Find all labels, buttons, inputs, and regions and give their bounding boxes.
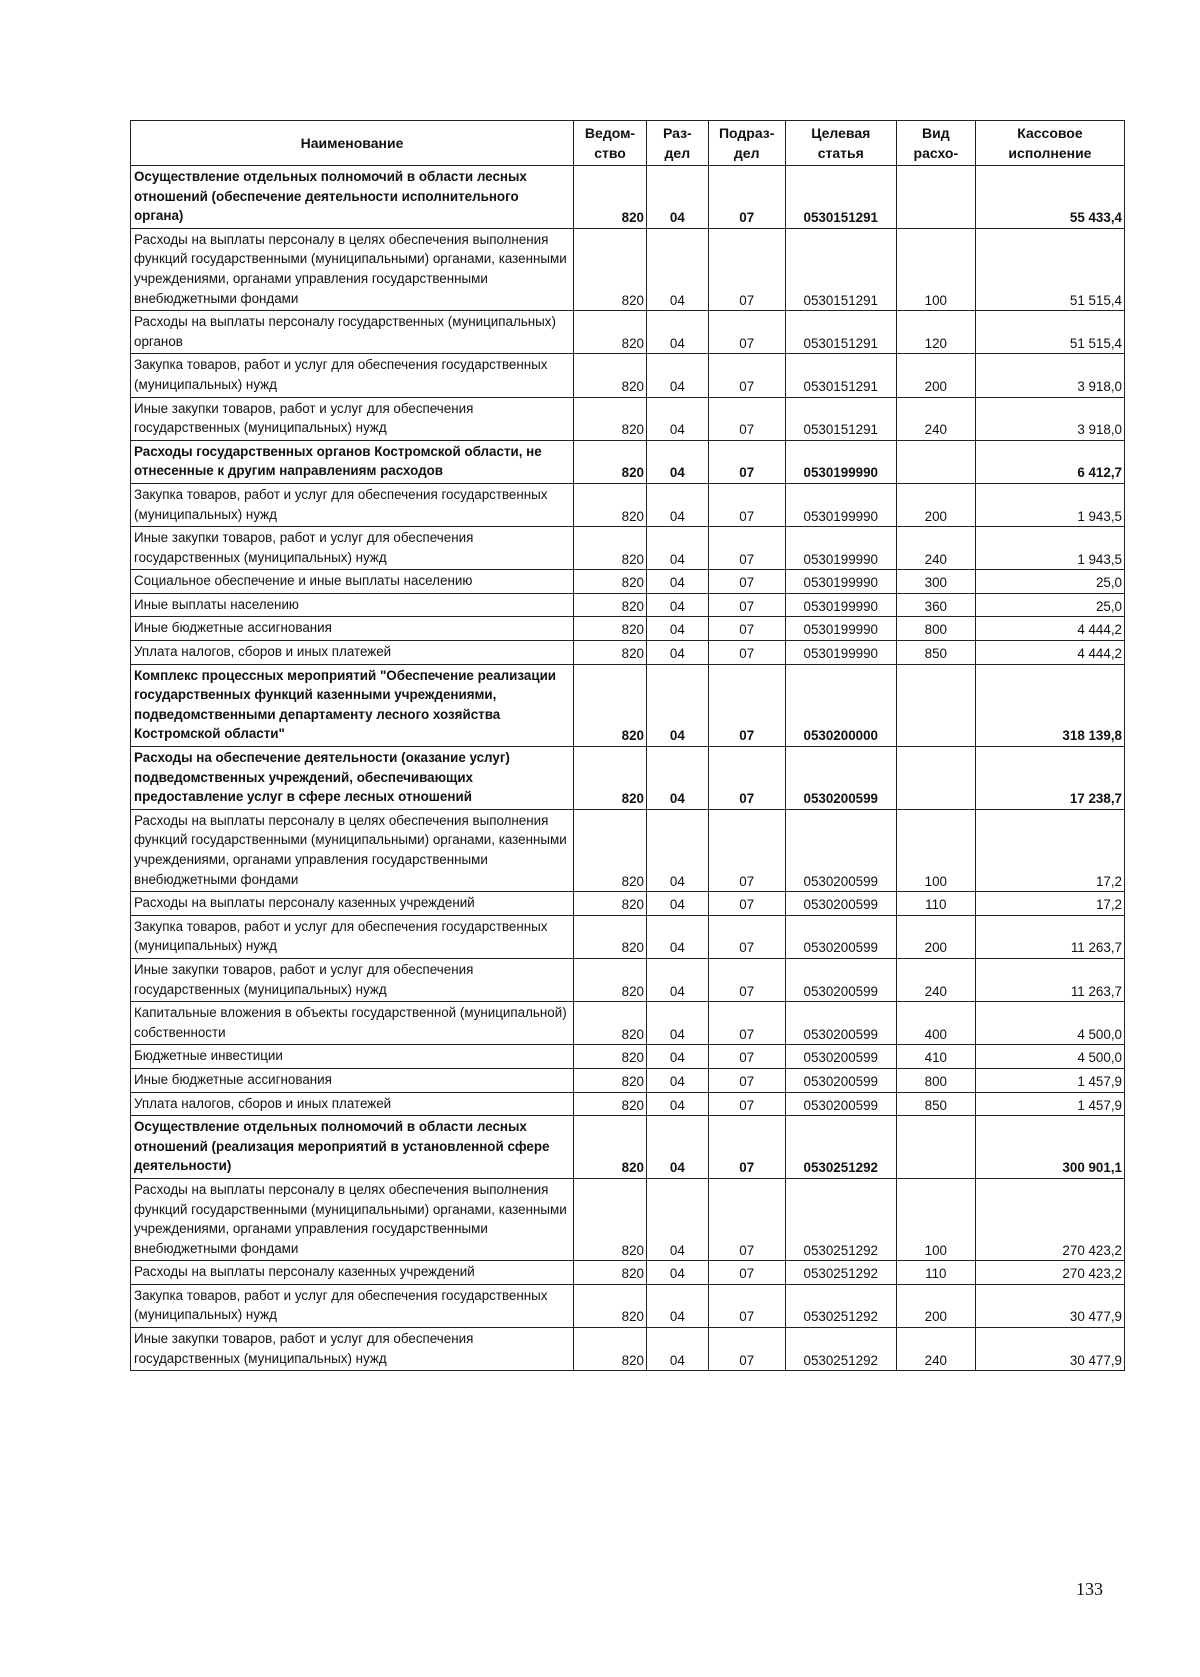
cell-name: Иные закупки товаров, работ и услуг для обеспечения государственных (муниципальных) нужд xyxy=(131,958,574,1001)
cell-podrazdel: 07 xyxy=(708,1068,785,1092)
cell-vedomstvo: 820 xyxy=(574,809,647,891)
cell-razdel: 04 xyxy=(647,1092,709,1116)
cell-podrazdel: 07 xyxy=(708,892,785,916)
cell-kassovoe-ispolnenie: 4 444,2 xyxy=(975,641,1124,665)
cell-podrazdel: 07 xyxy=(708,1328,785,1371)
cell-razdel: 04 xyxy=(647,617,709,641)
cell-kassovoe-ispolnenie: 1 457,9 xyxy=(975,1092,1124,1116)
cell-vid-rashodov: 800 xyxy=(896,1068,975,1092)
table-row xyxy=(131,1002,1125,1045)
cell-kassovoe-ispolnenie: 11 263,7 xyxy=(975,958,1124,1001)
cell-vedomstvo: 820 xyxy=(574,1261,647,1285)
cell-razdel: 04 xyxy=(647,1261,709,1285)
cell-vedomstvo: 820 xyxy=(574,593,647,617)
cell-name: Иные закупки товаров, работ и услуг для обеспечения государственных (муниципальных) нужд xyxy=(131,397,574,440)
cell-podrazdel: 07 xyxy=(708,747,785,810)
table-row xyxy=(131,570,1125,594)
cell-kassovoe-ispolnenie: 51 515,4 xyxy=(975,311,1124,354)
cell-name: Социальное обеспечение и иные выплаты населению xyxy=(131,570,574,594)
cell-name: Иные выплаты населению xyxy=(131,593,574,617)
cell-tselevaya-statya: 0530200599 xyxy=(785,809,896,891)
cell-razdel: 04 xyxy=(647,915,709,958)
table-row xyxy=(131,809,1125,891)
table-row xyxy=(131,354,1125,397)
header-razdel: Раз- дел xyxy=(647,121,709,166)
cell-kassovoe-ispolnenie: 318 139,8 xyxy=(975,664,1124,746)
cell-razdel: 04 xyxy=(647,1002,709,1045)
cell-vedomstvo: 820 xyxy=(574,617,647,641)
cell-vedomstvo: 820 xyxy=(574,311,647,354)
cell-name: Расходы государственных органов Костромской области, не отнесенные к другим направлениям расходов xyxy=(131,440,574,483)
cell-kassovoe-ispolnenie: 1 943,5 xyxy=(975,527,1124,570)
cell-vedomstvo: 820 xyxy=(574,1068,647,1092)
cell-kassovoe-ispolnenie: 25,0 xyxy=(975,570,1124,594)
cell-razdel: 04 xyxy=(647,527,709,570)
cell-vid-rashodov: 110 xyxy=(896,892,975,916)
cell-razdel: 04 xyxy=(647,809,709,891)
table-row xyxy=(131,1261,1125,1285)
cell-vid-rashodov: 240 xyxy=(896,958,975,1001)
table-row xyxy=(131,440,1125,483)
table-row xyxy=(131,1045,1125,1069)
table-row xyxy=(131,1328,1125,1371)
cell-kassovoe-ispolnenie: 3 918,0 xyxy=(975,354,1124,397)
cell-name: Капитальные вложения в объекты государственной (муниципальной) собственности xyxy=(131,1002,574,1045)
cell-razdel: 04 xyxy=(647,1178,709,1260)
cell-razdel: 04 xyxy=(647,483,709,526)
cell-vedomstvo: 820 xyxy=(574,166,647,229)
cell-name: Иные бюджетные ассигнования xyxy=(131,617,574,641)
cell-tselevaya-statya: 0530200599 xyxy=(785,915,896,958)
table-row xyxy=(131,958,1125,1001)
cell-vid-rashodov: 410 xyxy=(896,1045,975,1069)
cell-tselevaya-statya: 0530151291 xyxy=(785,311,896,354)
table-row xyxy=(131,915,1125,958)
cell-kassovoe-ispolnenie: 270 423,2 xyxy=(975,1261,1124,1285)
cell-vedomstvo: 820 xyxy=(574,1045,647,1069)
cell-kassovoe-ispolnenie: 4 500,0 xyxy=(975,1045,1124,1069)
page-number: 133 xyxy=(1076,1579,1103,1599)
cell-kassovoe-ispolnenie: 6 412,7 xyxy=(975,440,1124,483)
cell-vedomstvo: 820 xyxy=(574,1328,647,1371)
cell-podrazdel: 07 xyxy=(708,1045,785,1069)
cell-name: Расходы на выплаты персоналу государственных (муниципальных) органов xyxy=(131,311,574,354)
cell-razdel: 04 xyxy=(647,1328,709,1371)
table-body xyxy=(131,166,1125,1371)
table-row xyxy=(131,641,1125,665)
header-tselevaya-statya: Целевая статья xyxy=(785,121,896,166)
cell-name: Осуществление отдельных полномочий в области лесных отношений (реализация мероприятий в установленной сфере деятельности) xyxy=(131,1116,574,1179)
cell-podrazdel: 07 xyxy=(708,1116,785,1179)
cell-vid-rashodov: 300 xyxy=(896,570,975,594)
cell-vid-rashodov xyxy=(896,166,975,229)
cell-tselevaya-statya: 0530199990 xyxy=(785,440,896,483)
cell-vid-rashodov: 850 xyxy=(896,641,975,665)
cell-razdel: 04 xyxy=(647,892,709,916)
cell-tselevaya-statya: 0530200599 xyxy=(785,958,896,1001)
cell-vid-rashodov: 100 xyxy=(896,809,975,891)
cell-kassovoe-ispolnenie: 3 918,0 xyxy=(975,397,1124,440)
cell-vedomstvo: 820 xyxy=(574,641,647,665)
cell-podrazdel: 07 xyxy=(708,483,785,526)
cell-vid-rashodov: 100 xyxy=(896,228,975,310)
budget-table-container xyxy=(130,120,1125,1371)
cell-vedomstvo: 820 xyxy=(574,483,647,526)
cell-vedomstvo: 820 xyxy=(574,1116,647,1179)
cell-vid-rashodov: 240 xyxy=(896,1328,975,1371)
cell-vedomstvo: 820 xyxy=(574,354,647,397)
table-row xyxy=(131,664,1125,746)
table-row xyxy=(131,1116,1125,1179)
cell-tselevaya-statya: 0530251292 xyxy=(785,1284,896,1327)
table-row xyxy=(131,1068,1125,1092)
cell-kassovoe-ispolnenie: 17 238,7 xyxy=(975,747,1124,810)
cell-podrazdel: 07 xyxy=(708,311,785,354)
cell-vedomstvo: 820 xyxy=(574,228,647,310)
cell-razdel: 04 xyxy=(647,1068,709,1092)
table-row xyxy=(131,892,1125,916)
cell-razdel: 04 xyxy=(647,397,709,440)
cell-vedomstvo: 820 xyxy=(574,1002,647,1045)
cell-vid-rashodov: 200 xyxy=(896,483,975,526)
cell-podrazdel: 07 xyxy=(708,527,785,570)
cell-name: Расходы на обеспечение деятельности (оказание услуг) подведомственных учреждений, обеспечивающих предоставление услуг в сфере лесных отношений xyxy=(131,747,574,810)
cell-name: Расходы на выплаты персоналу казенных учреждений xyxy=(131,892,574,916)
cell-podrazdel: 07 xyxy=(708,664,785,746)
cell-razdel: 04 xyxy=(647,166,709,229)
cell-vid-rashodov: 100 xyxy=(896,1178,975,1260)
cell-name: Уплата налогов, сборов и иных платежей xyxy=(131,1092,574,1116)
cell-name: Закупка товаров, работ и услуг для обеспечения государственных (муниципальных) нужд xyxy=(131,915,574,958)
cell-name: Комплекс процессных мероприятий "Обеспечение реализации государственных функций казенными учреждениями, подведомственными департаменту лесного хозяйства Костромской области" xyxy=(131,664,574,746)
cell-vid-rashodov xyxy=(896,440,975,483)
cell-razdel: 04 xyxy=(647,1045,709,1069)
cell-kassovoe-ispolnenie: 30 477,9 xyxy=(975,1328,1124,1371)
cell-podrazdel: 07 xyxy=(708,958,785,1001)
cell-name: Иные бюджетные ассигнования xyxy=(131,1068,574,1092)
cell-podrazdel: 07 xyxy=(708,809,785,891)
cell-name: Бюджетные инвестиции xyxy=(131,1045,574,1069)
cell-podrazdel: 07 xyxy=(708,354,785,397)
cell-tselevaya-statya: 0530199990 xyxy=(785,570,896,594)
cell-vedomstvo: 820 xyxy=(574,527,647,570)
cell-razdel: 04 xyxy=(647,747,709,810)
cell-vid-rashodov: 800 xyxy=(896,617,975,641)
cell-vid-rashodov: 240 xyxy=(896,527,975,570)
cell-razdel: 04 xyxy=(647,570,709,594)
cell-vedomstvo: 820 xyxy=(574,1284,647,1327)
cell-kassovoe-ispolnenie: 11 263,7 xyxy=(975,915,1124,958)
cell-kassovoe-ispolnenie: 17,2 xyxy=(975,809,1124,891)
table-header-row xyxy=(131,121,1125,166)
table-row xyxy=(131,1284,1125,1327)
cell-kassovoe-ispolnenie: 1 457,9 xyxy=(975,1068,1124,1092)
cell-tselevaya-statya: 0530200599 xyxy=(785,1002,896,1045)
cell-vedomstvo: 820 xyxy=(574,664,647,746)
cell-tselevaya-statya: 0530200599 xyxy=(785,1068,896,1092)
table-row xyxy=(131,483,1125,526)
cell-kassovoe-ispolnenie: 270 423,2 xyxy=(975,1178,1124,1260)
cell-vedomstvo: 820 xyxy=(574,747,647,810)
cell-podrazdel: 07 xyxy=(708,228,785,310)
cell-tselevaya-statya: 0530251292 xyxy=(785,1116,896,1179)
cell-tselevaya-statya: 0530200000 xyxy=(785,664,896,746)
cell-name: Закупка товаров, работ и услуг для обеспечения государственных (муниципальных) нужд xyxy=(131,354,574,397)
cell-vid-rashodov: 120 xyxy=(896,311,975,354)
cell-name: Иные закупки товаров, работ и услуг для обеспечения государственных (муниципальных) нужд xyxy=(131,527,574,570)
cell-vedomstvo: 820 xyxy=(574,892,647,916)
cell-vid-rashodov: 360 xyxy=(896,593,975,617)
cell-kassovoe-ispolnenie: 4 500,0 xyxy=(975,1002,1124,1045)
header-vid-rashodov: Вид расхо- xyxy=(896,121,975,166)
cell-podrazdel: 07 xyxy=(708,641,785,665)
cell-tselevaya-statya: 0530151291 xyxy=(785,354,896,397)
cell-name: Уплата налогов, сборов и иных платежей xyxy=(131,641,574,665)
cell-name: Расходы на выплаты персоналу в целях обеспечения выполнения функций государственными (муниципальными) органами, казенными учреждениями, органами управления государственными внебюджетными фондами xyxy=(131,809,574,891)
cell-vid-rashodov xyxy=(896,1116,975,1179)
cell-tselevaya-statya: 0530151291 xyxy=(785,228,896,310)
cell-podrazdel: 07 xyxy=(708,1092,785,1116)
cell-razdel: 04 xyxy=(647,664,709,746)
cell-tselevaya-statya: 0530251292 xyxy=(785,1178,896,1260)
table-row xyxy=(131,593,1125,617)
cell-name: Расходы на выплаты персоналу в целях обеспечения выполнения функций государственными (муниципальными) органами, казенными учреждениями, органами управления государственными внебюджетными фондами xyxy=(131,228,574,310)
cell-podrazdel: 07 xyxy=(708,593,785,617)
cell-vedomstvo: 820 xyxy=(574,440,647,483)
cell-tselevaya-statya: 0530199990 xyxy=(785,617,896,641)
cell-tselevaya-statya: 0530199990 xyxy=(785,593,896,617)
cell-razdel: 04 xyxy=(647,1284,709,1327)
cell-podrazdel: 07 xyxy=(708,1002,785,1045)
cell-tselevaya-statya: 0530251292 xyxy=(785,1261,896,1285)
cell-tselevaya-statya: 0530200599 xyxy=(785,892,896,916)
header-podrazdel: Подраз- дел xyxy=(708,121,785,166)
cell-podrazdel: 07 xyxy=(708,440,785,483)
cell-podrazdel: 07 xyxy=(708,1261,785,1285)
cell-podrazdel: 07 xyxy=(708,617,785,641)
cell-vedomstvo: 820 xyxy=(574,570,647,594)
header-kassovoe-ispolnenie: Кассовое исполнение xyxy=(975,121,1124,166)
cell-kassovoe-ispolnenie: 25,0 xyxy=(975,593,1124,617)
cell-razdel: 04 xyxy=(647,354,709,397)
cell-kassovoe-ispolnenie: 30 477,9 xyxy=(975,1284,1124,1327)
cell-kassovoe-ispolnenie: 51 515,4 xyxy=(975,228,1124,310)
cell-vid-rashodov: 400 xyxy=(896,1002,975,1045)
budget-execution-table xyxy=(130,120,1125,1371)
cell-tselevaya-statya: 0530151291 xyxy=(785,397,896,440)
cell-vid-rashodov: 240 xyxy=(896,397,975,440)
cell-vid-rashodov: 110 xyxy=(896,1261,975,1285)
cell-kassovoe-ispolnenie: 17,2 xyxy=(975,892,1124,916)
cell-vid-rashodov: 200 xyxy=(896,915,975,958)
cell-tselevaya-statya: 0530199990 xyxy=(785,527,896,570)
cell-tselevaya-statya: 0530251292 xyxy=(785,1328,896,1371)
cell-vid-rashodov: 850 xyxy=(896,1092,975,1116)
table-row xyxy=(131,397,1125,440)
cell-podrazdel: 07 xyxy=(708,166,785,229)
cell-podrazdel: 07 xyxy=(708,570,785,594)
cell-vid-rashodov: 200 xyxy=(896,1284,975,1327)
table-row xyxy=(131,747,1125,810)
cell-vid-rashodov xyxy=(896,747,975,810)
table-row xyxy=(131,166,1125,229)
cell-vedomstvo: 820 xyxy=(574,958,647,1001)
cell-tselevaya-statya: 0530151291 xyxy=(785,166,896,229)
cell-tselevaya-statya: 0530200599 xyxy=(785,1045,896,1069)
cell-vid-rashodov xyxy=(896,664,975,746)
cell-name: Иные закупки товаров, работ и услуг для обеспечения государственных (муниципальных) нужд xyxy=(131,1328,574,1371)
cell-razdel: 04 xyxy=(647,311,709,354)
table-row xyxy=(131,311,1125,354)
cell-razdel: 04 xyxy=(647,641,709,665)
cell-kassovoe-ispolnenie: 1 943,5 xyxy=(975,483,1124,526)
cell-razdel: 04 xyxy=(647,440,709,483)
cell-name: Осуществление отдельных полномочий в области лесных отношений (обеспечение деятельности исполнительного органа) xyxy=(131,166,574,229)
cell-vid-rashodov: 200 xyxy=(896,354,975,397)
cell-tselevaya-statya: 0530200599 xyxy=(785,1092,896,1116)
header-vedomstvo: Ведом- ство xyxy=(574,121,647,166)
cell-vedomstvo: 820 xyxy=(574,397,647,440)
cell-vedomstvo: 820 xyxy=(574,1092,647,1116)
cell-name: Расходы на выплаты персоналу казенных учреждений xyxy=(131,1261,574,1285)
cell-tselevaya-statya: 0530200599 xyxy=(785,747,896,810)
table-row xyxy=(131,527,1125,570)
cell-name: Расходы на выплаты персоналу в целях обеспечения выполнения функций государственными (муниципальными) органами, казенными учреждениями, органами управления государственными внебюджетными фондами xyxy=(131,1178,574,1260)
cell-podrazdel: 07 xyxy=(708,915,785,958)
cell-podrazdel: 07 xyxy=(708,1284,785,1327)
cell-vedomstvo: 820 xyxy=(574,1178,647,1260)
table-row xyxy=(131,1092,1125,1116)
cell-razdel: 04 xyxy=(647,1116,709,1179)
table-row xyxy=(131,228,1125,310)
table-row xyxy=(131,1178,1125,1260)
cell-tselevaya-statya: 0530199990 xyxy=(785,483,896,526)
cell-tselevaya-statya: 0530199990 xyxy=(785,641,896,665)
cell-vedomstvo: 820 xyxy=(574,915,647,958)
cell-razdel: 04 xyxy=(647,228,709,310)
cell-kassovoe-ispolnenie: 300 901,1 xyxy=(975,1116,1124,1179)
cell-podrazdel: 07 xyxy=(708,397,785,440)
cell-kassovoe-ispolnenie: 4 444,2 xyxy=(975,617,1124,641)
cell-name: Закупка товаров, работ и услуг для обеспечения государственных (муниципальных) нужд xyxy=(131,483,574,526)
cell-kassovoe-ispolnenie: 55 433,4 xyxy=(975,166,1124,229)
cell-razdel: 04 xyxy=(647,593,709,617)
header-name: Наименование xyxy=(131,121,574,166)
cell-name: Закупка товаров, работ и услуг для обеспечения государственных (муниципальных) нужд xyxy=(131,1284,574,1327)
table-row xyxy=(131,617,1125,641)
cell-podrazdel: 07 xyxy=(708,1178,785,1260)
cell-razdel: 04 xyxy=(647,958,709,1001)
